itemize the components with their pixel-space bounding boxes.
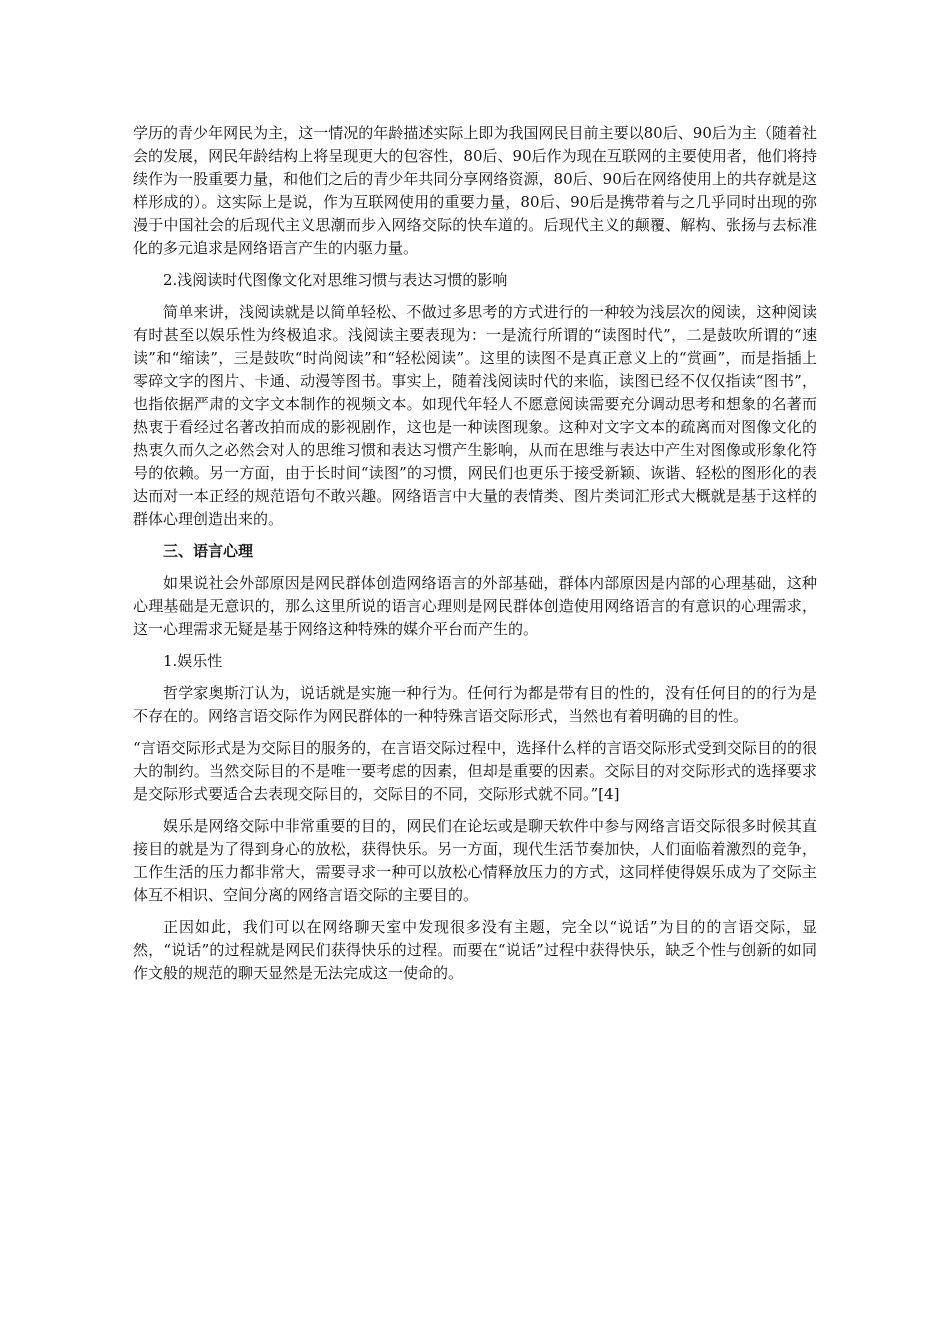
paragraph-entertainment-purpose: 娱乐是网络交际中非常重要的目的，网民们在论坛或是聊天软件中参与网络言语交际很多时候其直接目的就是为了得到身心的放松，获得快乐。另一方面，现代生活节奏加快，人们面临着激烈的竞争，工作生活的压力都非常大，需要寻求一种可以放松心情释放压力的方式，这同样使得娱乐成为了交际主体互不相识、空间分离的网络言语交际的主要目的。 xyxy=(133,817,817,904)
subsection-title-shallow-reading: 2.浅阅读时代图像文化对思维习惯与表达习惯的影响 xyxy=(163,271,508,289)
paragraph-language-psychology: 如果说社会外部原因是网民群体创造网络语言的外部基础，群体内部原因是内部的心理基础，这种心理基础是无意识的，那么这里所说的语言心理则是网民群体创造使用网络语言的有意识的心理需求，这一心理需求无疑是基于网络这种特殊的媒介平台而产生的。 xyxy=(133,574,817,638)
subsection-title-entertainment: 1.娱乐性 xyxy=(163,652,223,670)
paragraph-continuation: 学历的青少年网民为主，这一情况的年龄描述实际上即为我国网民目前主要以80后、90后为主（随着社会的发展，网民年龄结构上将呈现更大的包容性，80后、90后作为现在互联网的主要使用者，他们将持续作为一股重要力量，和他们之后的青少年共同分享网络资源，80后、90后在网络使用上的共存就是这样形成的）。这实际上是说，作为互联网使用的重要力量，80后、90后是携带着与之几乎同时出现的弥漫于中国社会的后现代主义思潮而步入网络交际的快车道的。后现代主义的颠覆、解构、张扬与去标准化的多元追求是网络语言产生的内驱力量。 xyxy=(133,124,817,257)
paragraph-quotation: “言语交际形式是为交际目的服务的，在言语交际过程中，选择什么样的言语交际形式受到交际目的的很大的制约。当然交际目的不是唯一要考虑的因素，但却是重要的因素。交际目的对交际形式的选择要求是交际形式要适合去表现交际目的，交际目的不同，交际形式就不同。”[4] xyxy=(133,739,817,803)
document-page xyxy=(133,122,817,994)
section-heading-language-psychology: 三、语言心理 xyxy=(163,542,254,560)
paragraph-chatroom: 正因如此，我们可以在网络聊天室中发现很多没有主题，完全以“说话”为目的的言语交际，显然，“说话”的过程就是网民们获得快乐的过程。而要在“说话”过程中获得快乐，缺乏个性与创新的如同作文般的规范的聊天显然是无法完成这一使命的。 xyxy=(133,918,817,982)
paragraph-shallow-reading: 简单来讲，浅阅读就是以简单轻松、不做过多思考的方式进行的一种较为浅层次的阅读，这种阅读有时甚至以娱乐性为终极追求。浅阅读主要表现为：一是流行所谓的“读图时代”，二是鼓吹所谓的“速读”和“缩读”，三是鼓吹“时尚阅读”和“轻松阅读”。这里的读图不是真正意义上的“赏画”，而是指插上零碎文字的图片、卡通、动漫等图书。事实上，随着浅阅读时代的来临，读图已经不仅仅指读“图书”，也指依据严肃的文字文本制作的视频文本。如现代年轻人不愿意阅读需要充分调动思考和想象的名著而热衷于看经过名著改拍而成的影视剧作，这也是一种读图现象。这种对文字文本的疏离而对图像文化的热衷久而久之必然会对人的思维习惯和表达习惯产生影响，从而在思维与表达中产生对图像或形象化符号的依赖。另一方面，由于长时间“读图”的习惯，网民们也更乐于接受新颖、诙谐、轻松的图形化的表达而对一本正经的规范语句不敢兴趣。网络语言中大量的表情类、图片类词汇形式大概就是基于这样的群体心理创造出来的。 xyxy=(133,303,817,528)
paragraph-austin: 哲学家奥斯汀认为，说话就是实施一种行为。任何行为都是带有目的性的，没有任何目的的行为是不存在的。网络言语交际作为网民群体的一种特殊言语交际形式，当然也有着明确的目的性。 xyxy=(133,684,817,725)
